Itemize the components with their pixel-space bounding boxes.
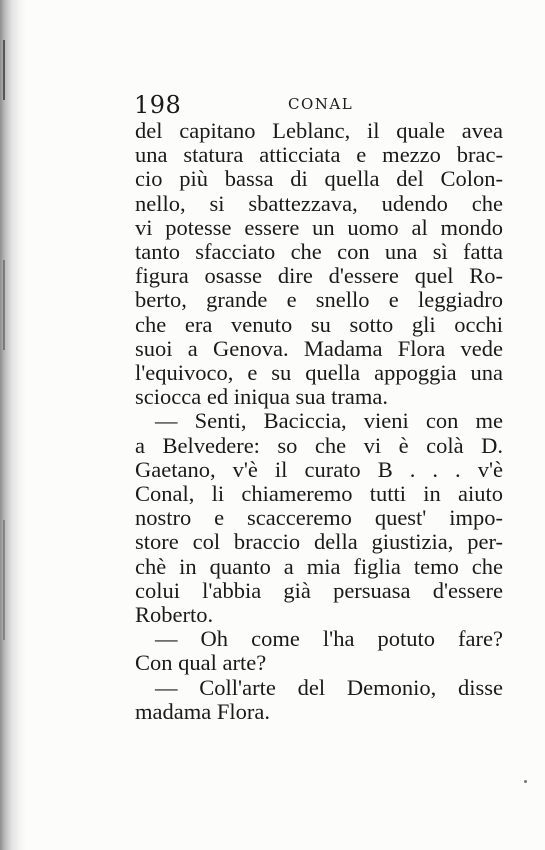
text-line: Gaetano, v'è il curato B . . . v'è bbox=[135, 456, 503, 482]
text-line: Roberto. bbox=[135, 602, 214, 628]
text-line: l'equivoco, e su quella appoggia una bbox=[135, 360, 503, 386]
text-line: nostro e scacceremo quest' impo- bbox=[135, 505, 503, 531]
text-line: Con qual arte? bbox=[135, 650, 267, 676]
text-line: a Belvedere: so che vi è colà D. bbox=[135, 432, 503, 458]
text-line: chè in quanto a mia figlia temo che bbox=[135, 553, 503, 579]
gutter-mark bbox=[3, 40, 5, 100]
page-number: 198 bbox=[134, 91, 182, 119]
running-head: CONAL bbox=[288, 95, 354, 113]
gutter-mark bbox=[3, 260, 5, 350]
text-line: store col braccio della giustizia, per- bbox=[135, 529, 503, 555]
body-text bbox=[135, 119, 503, 724]
text-line: Conal, li chiameremo tutti in aiuto bbox=[135, 481, 503, 507]
text-line: cio più bassa di quella del Colon- bbox=[135, 166, 503, 192]
text-line: madama Flora. bbox=[135, 698, 270, 724]
paper-speck bbox=[524, 780, 527, 783]
text-line: vi potesse essere un uomo al mondo bbox=[135, 214, 503, 240]
text-line: sciocca ed iniqua sua trama. bbox=[135, 384, 389, 410]
text-line: colui l'abbia già persuasa d'essere bbox=[135, 577, 503, 603]
text-line: — Senti, Baciccia, vieni con me bbox=[155, 408, 503, 434]
text-line: nello, si sbattezzava, udendo che bbox=[135, 190, 503, 216]
text-line: — Coll'arte del Demonio, disse bbox=[155, 674, 503, 700]
text-line: del capitano Leblanc, il quale avea bbox=[135, 118, 503, 143]
text-line: tanto sfacciato che con una sì fatta bbox=[135, 239, 503, 265]
text-line: suoi a Genova. Madama Flora vede bbox=[135, 335, 503, 361]
text-line: figura osasse dire d'essere quel Ro- bbox=[135, 263, 503, 289]
text-line: che era venuto su sotto gli occhi bbox=[135, 311, 503, 337]
text-line: berto, grande e snello e leggiadro bbox=[135, 287, 503, 313]
gutter-mark bbox=[3, 520, 5, 640]
text-line: una statura atticciata e mezzo brac- bbox=[135, 142, 503, 168]
page-gutter-shadow bbox=[0, 0, 26, 850]
page-header bbox=[134, 91, 504, 121]
text-line: — Oh come l'ha potuto fare? bbox=[155, 626, 503, 652]
